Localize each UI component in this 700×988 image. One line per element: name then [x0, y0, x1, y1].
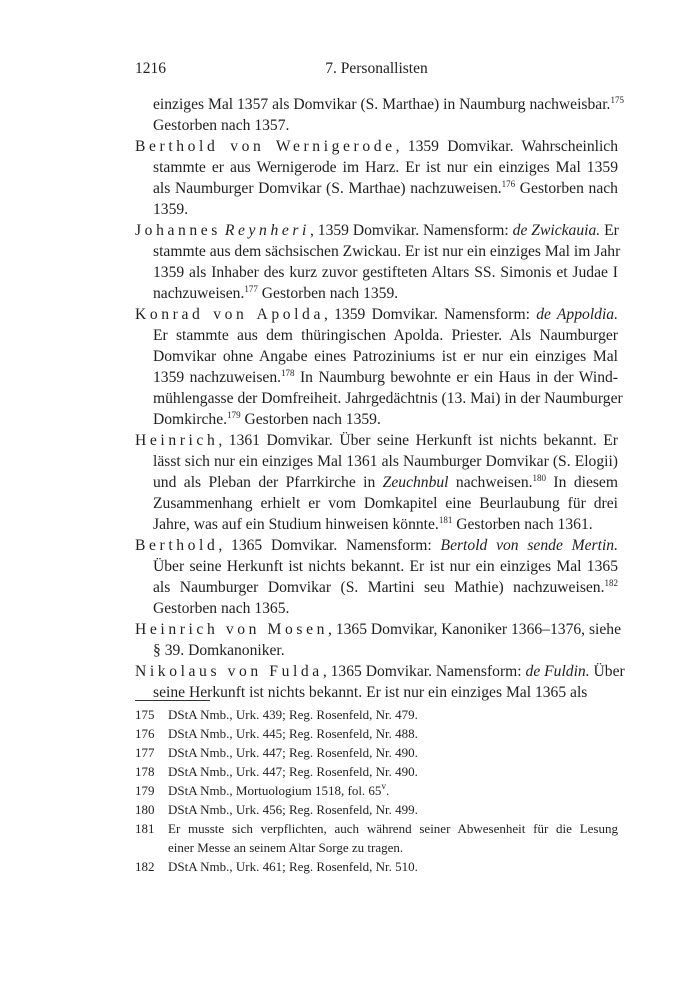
line-text: Domvikar ohne Angabe eines Patroziniums ist er nur ein einziges Mal — [153, 348, 618, 365]
text-line — [153, 157, 618, 178]
footnote-text: DStA Nmb., Urk. 456; Reg. Rosenfeld, Nr. 499. — [168, 802, 418, 817]
text-line — [153, 199, 618, 220]
text-line — [153, 388, 623, 409]
footnote — [135, 800, 618, 819]
person-name: Nikolaus von Fulda — [135, 663, 323, 680]
line-text: Gestorben nach — [515, 180, 618, 197]
footnote-text: DStA Nmb., Urk. 461; Reg. Rosenfeld, Nr. 510. — [168, 859, 418, 874]
line-text: Domkirche. — [153, 411, 228, 428]
line-text: Gestorben nach 1361. — [452, 516, 593, 533]
footnote-ref: 182 — [604, 578, 618, 588]
line-text: Er — [600, 222, 619, 239]
line-text: , 1359 Domvikar. Wahrscheinlich — [395, 138, 619, 155]
line-text: als Naumburger Domvikar (S. Martini seu Mathie) nachzuweisen. — [153, 579, 605, 596]
footnote-ref: 179 — [227, 410, 241, 420]
line-text: In Naumburg bewohnte er ein Haus in der Wind- — [294, 369, 618, 386]
line-text: Er stammte aus dem thüringischen Apolda. Priester. Als Naumburger — [153, 327, 618, 344]
text-line — [153, 283, 618, 304]
text-line — [153, 346, 618, 367]
person-name: Berthold von Wernigerode — [135, 138, 396, 155]
page-number: 1216 — [135, 60, 166, 77]
footnote-ref: 176 — [501, 179, 516, 189]
footnote-text-part: . — [385, 783, 390, 798]
line-text: einziges Mal 1357 als Domvikar (S. Marthae) in Naumburg nachweisbar. — [153, 96, 611, 113]
line-text: , 1365 Domvikar, Kanoniker 1366–1376, siehe — [328, 621, 622, 638]
text-line — [153, 241, 621, 262]
text-line — [135, 136, 618, 157]
line-text: Gestorben nach 1359. — [257, 285, 399, 302]
text-line — [153, 115, 618, 136]
line-text: In diesem — [546, 474, 618, 491]
footnote-text — [168, 781, 618, 800]
footnote-ref: 177 — [244, 284, 258, 294]
italic-text: de Zwickauia. — [512, 222, 601, 239]
footnote-ref: 178 — [281, 368, 295, 378]
line-text: mühlengasse der Domfreiheit. Jahrgedächtnis (13. Mai) in der Naumburger — [153, 390, 623, 407]
person-name: Konrad von Apolda — [135, 306, 324, 323]
text-line — [135, 619, 622, 640]
text-line — [153, 514, 618, 535]
line-text: , 1361 Domvikar. Über seine Herkunft ist nichts bekannt. Er — [218, 432, 618, 449]
person-name: Heinrich — [135, 432, 219, 449]
folio-verso-mark: v — [381, 781, 386, 791]
text-line — [153, 178, 618, 199]
footnote-text: DStA Nmb., Urk. 447; Reg. Rosenfeld, Nr. 490. — [168, 764, 418, 779]
line-text: Über seine Herkunft ist nichts bekannt. Er ist nur ein einziges Mal 1365 — [153, 558, 618, 575]
person-surname: Reynheri — [224, 222, 310, 239]
line-text: Über — [589, 663, 625, 680]
line-text: 1359 nachzuweisen. — [153, 369, 282, 386]
text-line — [135, 304, 618, 325]
line-text: Gestorben nach 1359. — [240, 411, 381, 428]
footnote-number: 178 — [135, 764, 155, 779]
line-text: , 1359 Domvikar. Namensform: — [309, 222, 513, 239]
person-name: Johannes — [135, 222, 221, 239]
line-text: als Naumburger Domvikar (S. Marthae) nachzuweisen. — [153, 180, 502, 197]
italic-text: de Appoldia. — [536, 306, 618, 323]
footnote-ref: 180 — [532, 473, 547, 483]
footnote-number: 179 — [135, 783, 155, 798]
text-line — [153, 640, 618, 661]
footnote-number: 182 — [135, 859, 155, 874]
running-head-title: 7. Personallisten — [325, 60, 428, 77]
footnote-text: Er musste sich verpflichten, auch während seiner Abwesenheit für die Lesung — [168, 821, 618, 836]
footnote — [135, 762, 618, 781]
footnote-separator — [135, 700, 210, 701]
footnote — [135, 705, 618, 724]
footnote — [135, 819, 618, 838]
line-text: , 1359 Domvikar. Namensform: — [323, 306, 537, 323]
footnote-text: DStA Nmb., Urk. 447; Reg. Rosenfeld, Nr. 490. — [168, 745, 418, 760]
footnote — [135, 724, 618, 743]
text-line — [153, 577, 618, 598]
footnote-text: DStA Nmb., Urk. 445; Reg. Rosenfeld, Nr. 488. — [168, 726, 418, 741]
line-text: stammte aus dem sächsischen Zwickau. Er ist nur ein einziges Mal im Jahr — [153, 243, 621, 260]
line-text: , 1365 Domvikar. Namensform: — [322, 663, 526, 680]
line-text: § 39. Domkanoniker. — [153, 642, 285, 659]
footnote — [135, 743, 618, 762]
footnote — [135, 857, 618, 876]
person-name: Berthold — [135, 537, 219, 554]
line-text: nachzuweisen. — [153, 285, 245, 302]
text-line — [153, 493, 618, 514]
footnote-number: 181 — [135, 821, 155, 836]
line-text: nachweisen. — [448, 474, 533, 491]
footnote — [135, 781, 618, 800]
text-line — [135, 535, 618, 556]
italic-text: de Fuldin. — [525, 663, 590, 680]
line-text: 1359 als Inhaber des kurz zuvor gestifteten Altars SS. Simonis et Judae I — [153, 264, 618, 281]
text-line — [153, 598, 618, 619]
text-line — [135, 220, 618, 241]
line-text: lässt sich nur ein einziges Mal 1361 als Naumburger Domvikar (S. Elogii) — [153, 453, 618, 470]
text-line — [135, 661, 625, 682]
footnote-number: 177 — [135, 745, 155, 760]
text-line — [153, 262, 618, 283]
person-name: Heinrich von Mosen — [135, 621, 328, 638]
footnote-ref: 181 — [438, 515, 453, 525]
line-text: und als Pleban der Pfarrkirche in — [153, 474, 383, 491]
text-line — [153, 409, 618, 430]
text-line — [153, 451, 618, 472]
footnote-number: 180 — [135, 802, 155, 817]
line-text: , 1365 Domvikar. Namensform: — [218, 537, 441, 554]
line-text: seine Herkunft ist nichts bekannt. Er ist nur ein einziges Mal 1365 als — [153, 684, 588, 701]
footnote-number: 176 — [135, 726, 155, 741]
footnote-continuation — [135, 838, 618, 857]
text-line — [135, 430, 618, 451]
line-text: 1359. — [153, 201, 189, 218]
footnote-text: einer Messe an seinem Altar Sorge zu tragen. — [168, 840, 404, 855]
text-line — [153, 367, 618, 388]
line-text: stammte er aus Wernigerode im Harz. Er ist nur ein einziges Mal 1359 — [153, 159, 618, 176]
footnote-text-part: DStA Nmb., Mortuologium 1518, fol. 65 — [168, 783, 382, 798]
line-text: Gestorben nach 1365. — [153, 600, 290, 617]
italic-text: Bertold von sende Mertin. — [440, 537, 618, 554]
italic-text: Zeuchnbul — [382, 474, 449, 491]
line-text: Gestorben nach 1357. — [153, 117, 290, 134]
text-line — [153, 682, 618, 703]
text-line — [153, 556, 618, 577]
running-header — [135, 58, 618, 80]
text-line — [153, 472, 618, 493]
line-text: Zusammenhang erhielt er vom Domkapitel eine Beurlaubung für drei — [153, 495, 618, 512]
line-text: Jahre, was auf ein Studium hinweisen könnte. — [153, 516, 439, 533]
text-line — [153, 94, 624, 115]
footnote-text: DStA Nmb., Urk. 439; Reg. Rosenfeld, Nr. 479. — [168, 707, 418, 722]
footnote-number: 175 — [135, 707, 155, 722]
footnote-ref: 175 — [610, 95, 624, 105]
text-line — [153, 325, 618, 346]
